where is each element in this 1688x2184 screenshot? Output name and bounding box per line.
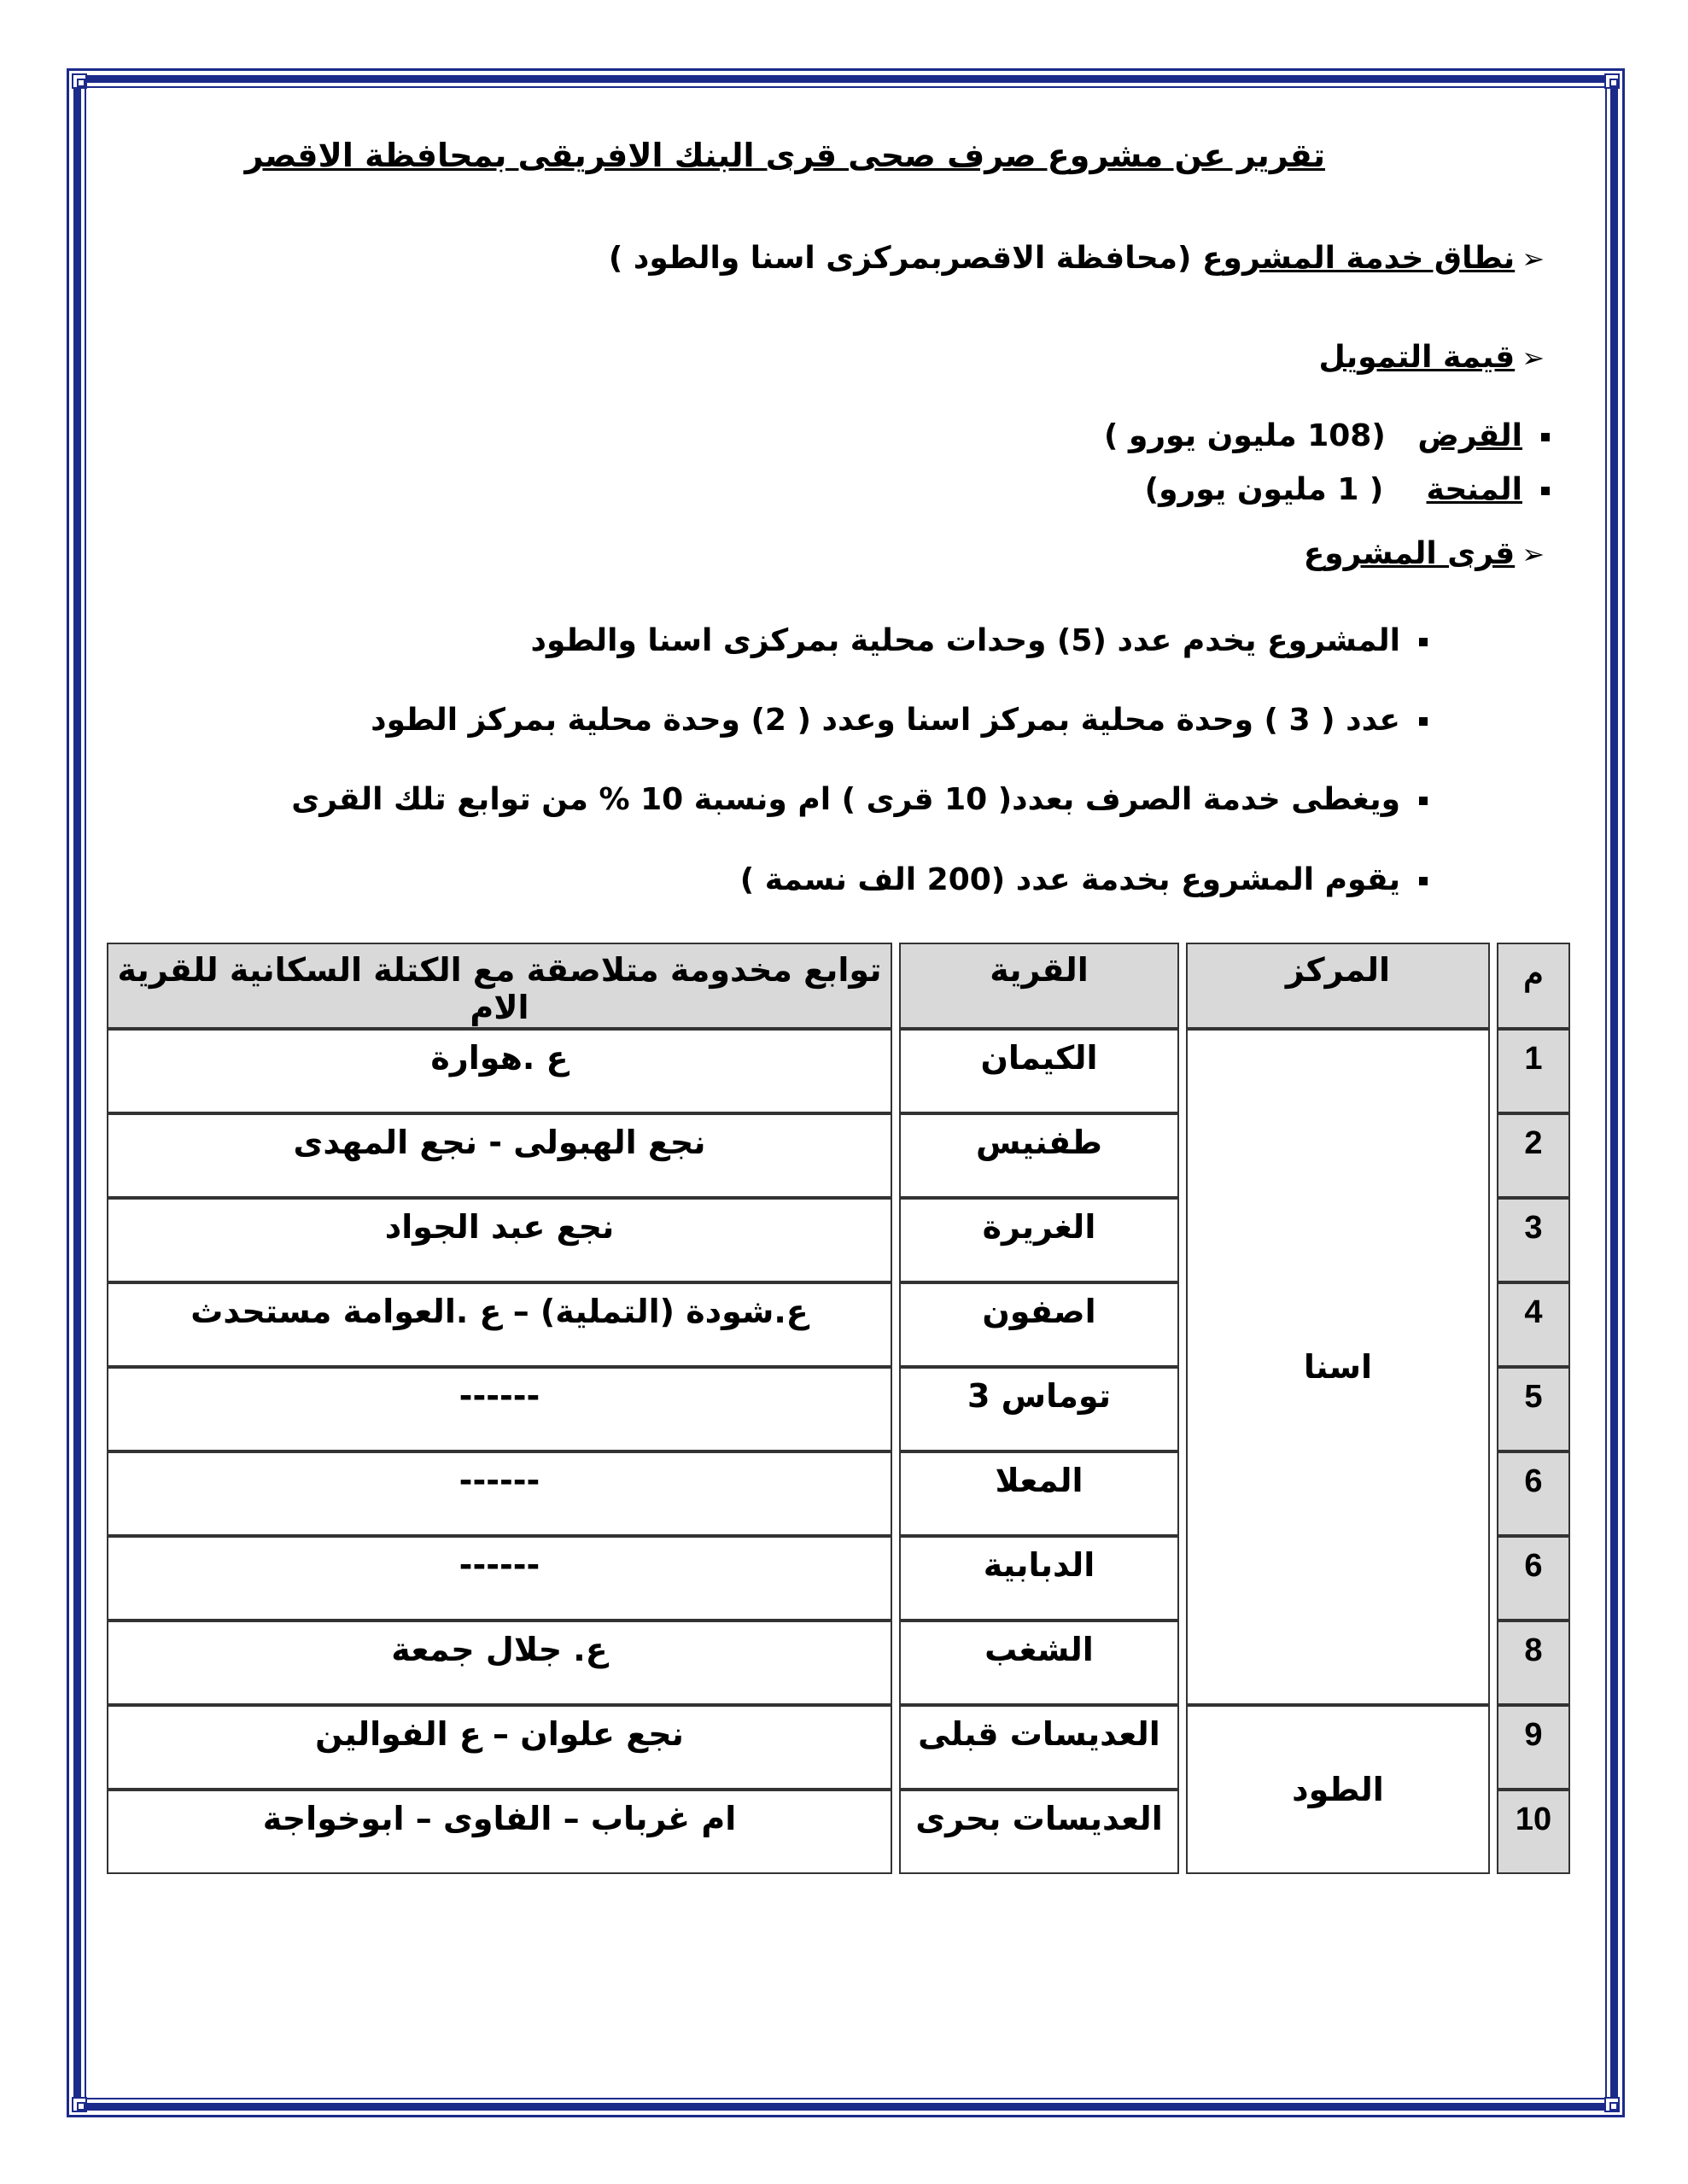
column-gap — [1179, 1620, 1186, 1705]
column-gap — [1490, 1029, 1497, 1113]
column-gap — [892, 1705, 899, 1790]
column-gap — [1490, 1198, 1497, 1282]
center-cell-esna: اسنا — [1186, 1029, 1490, 1705]
row-num: 5 — [1497, 1367, 1570, 1451]
village-cell: العديسات بحرى — [899, 1790, 1179, 1874]
column-gap — [1490, 1705, 1497, 1790]
center-cell-tod: الطود — [1186, 1705, 1490, 1874]
square-bullet-icon — [1541, 487, 1550, 495]
hamlets-cell: ع .هوارة — [107, 1029, 892, 1113]
column-gap — [1490, 1113, 1497, 1198]
column-gap — [1490, 1536, 1497, 1620]
arrow-bullet-icon: ➢ — [1522, 538, 1545, 570]
row-num: 10 — [1497, 1790, 1570, 1874]
column-gap — [1179, 1790, 1186, 1874]
square-bullet-icon — [1541, 433, 1550, 441]
column-gap — [1179, 1113, 1186, 1198]
row-num: 4 — [1497, 1282, 1570, 1367]
row-num: 2 — [1497, 1113, 1570, 1198]
column-gap — [1490, 1282, 1497, 1367]
village-cell: اصفون — [899, 1282, 1179, 1367]
village-cell: الغريرة — [899, 1198, 1179, 1282]
column-gap — [892, 1113, 899, 1198]
table-header-row — [107, 943, 1570, 1029]
border-corner — [1604, 73, 1620, 89]
column-gap — [1179, 1367, 1186, 1451]
column-gap — [1179, 1451, 1186, 1536]
column-gap — [1490, 1790, 1497, 1874]
funding-label: قيمة التمويل — [1318, 340, 1516, 375]
square-bullet-icon — [1419, 797, 1428, 805]
square-bullet-icon — [1419, 877, 1428, 885]
column-gap — [1179, 943, 1186, 1029]
village-cell: المعلا — [899, 1451, 1179, 1536]
column-gap — [1490, 943, 1497, 1029]
header-num: م — [1497, 943, 1570, 1029]
bullet-text: يقوم المشروع بخدمة عدد (200 الف نسمة ) — [739, 862, 1400, 897]
hamlets-cell: ------ — [107, 1536, 892, 1620]
bullet-item — [291, 782, 1428, 817]
hamlets-cell: ع. جلال جمعة — [107, 1620, 892, 1705]
row-num: 3 — [1497, 1198, 1570, 1282]
row-num: 6 — [1497, 1536, 1570, 1620]
bullet-item — [531, 623, 1428, 658]
hamlets-cell: نجع عبد الجواد — [107, 1198, 892, 1282]
villages-label: قرى المشروع — [1303, 536, 1516, 571]
grant-value: ( 1 مليون يورو) — [1144, 472, 1384, 507]
table-row — [107, 1029, 1570, 1113]
loan-label: القرض — [1417, 418, 1522, 453]
bullet-text: ويغطى خدمة الصرف بعدد( 10 قرى ) ام ونسبة 10 % من توابع تلك القرى — [291, 782, 1400, 817]
column-gap — [892, 1367, 899, 1451]
hamlets-cell: نجع الهبولى - نجع المهدى — [107, 1113, 892, 1198]
scope-line — [609, 241, 1545, 276]
hamlets-cell: ام غرباب – الفاوى – ابوخواجة — [107, 1790, 892, 1874]
column-gap — [1179, 1029, 1186, 1113]
row-num: 8 — [1497, 1620, 1570, 1705]
grant-line — [1145, 472, 1550, 507]
header-village: القرية — [899, 943, 1179, 1029]
column-gap — [892, 1536, 899, 1620]
column-gap — [1179, 1282, 1186, 1367]
arrow-bullet-icon: ➢ — [1522, 342, 1545, 374]
loan-value: (108 مليون يورو ) — [1103, 418, 1386, 453]
column-gap — [892, 1282, 899, 1367]
square-bullet-icon — [1419, 638, 1428, 646]
funding-heading — [1319, 340, 1545, 375]
header-hamlets: توابع مخدومة متلاصقة مع الكتلة السكانية للقرية الام — [107, 943, 892, 1029]
column-gap — [892, 1451, 899, 1536]
row-num: 1 — [1497, 1029, 1570, 1113]
border-corner — [1604, 2097, 1620, 2112]
page-title: تقرير عن مشروع صرف صحى قرى البنك الافريقى بمحافظة الاقصر — [244, 137, 1325, 174]
square-bullet-icon — [1419, 717, 1428, 726]
village-cell: توماس 3 — [899, 1367, 1179, 1451]
bullet-item — [371, 703, 1428, 738]
hamlets-cell: ------ — [107, 1367, 892, 1451]
village-cell: الدبابية — [899, 1536, 1179, 1620]
column-gap — [1179, 1705, 1186, 1790]
column-gap — [1490, 1451, 1497, 1536]
column-gap — [892, 1620, 899, 1705]
row-num: 6 — [1497, 1451, 1570, 1536]
village-cell: طفنيس — [899, 1113, 1179, 1198]
grant-label: المنحة — [1426, 472, 1522, 507]
column-gap — [892, 943, 899, 1029]
row-num: 9 — [1497, 1705, 1570, 1790]
column-gap — [1490, 1620, 1497, 1705]
villages-heading — [1304, 536, 1545, 571]
loan-line — [1104, 418, 1550, 453]
scope-value: (محافظة الاقصربمركزى اسنا والطود ) — [608, 241, 1202, 276]
bullet-item — [740, 862, 1428, 897]
header-center: المركز — [1186, 943, 1490, 1029]
column-gap — [892, 1790, 899, 1874]
border-corner — [72, 2097, 87, 2112]
hamlets-cell: ------ — [107, 1451, 892, 1536]
border-corner — [72, 73, 87, 89]
hamlets-cell: نجع علوان – ع الفوالين — [107, 1705, 892, 1790]
column-gap — [1179, 1536, 1186, 1620]
village-cell: الشغب — [899, 1620, 1179, 1705]
village-cell: العديسات قبلى — [899, 1705, 1179, 1790]
arrow-bullet-icon: ➢ — [1522, 242, 1545, 275]
column-gap — [892, 1198, 899, 1282]
hamlets-cell: ع.شودة (التملية) – ع .العوامة مستحدث — [107, 1282, 892, 1367]
village-cell: الكيمان — [899, 1029, 1179, 1113]
column-gap — [1490, 1367, 1497, 1451]
scope-label: نطاق خدمة المشروع — [1201, 241, 1516, 276]
column-gap — [1179, 1198, 1186, 1282]
bullet-text: المشروع يخدم عدد (5) وحدات محلية بمركزى اسنا والطود — [530, 623, 1400, 658]
bullet-text: عدد ( 3 ) وحدة محلية بمركز اسنا وعدد ( 2) وحدة محلية بمركز الطود — [371, 703, 1400, 738]
column-gap — [892, 1029, 899, 1113]
villages-table — [107, 943, 1570, 1874]
table-row — [107, 1705, 1570, 1790]
